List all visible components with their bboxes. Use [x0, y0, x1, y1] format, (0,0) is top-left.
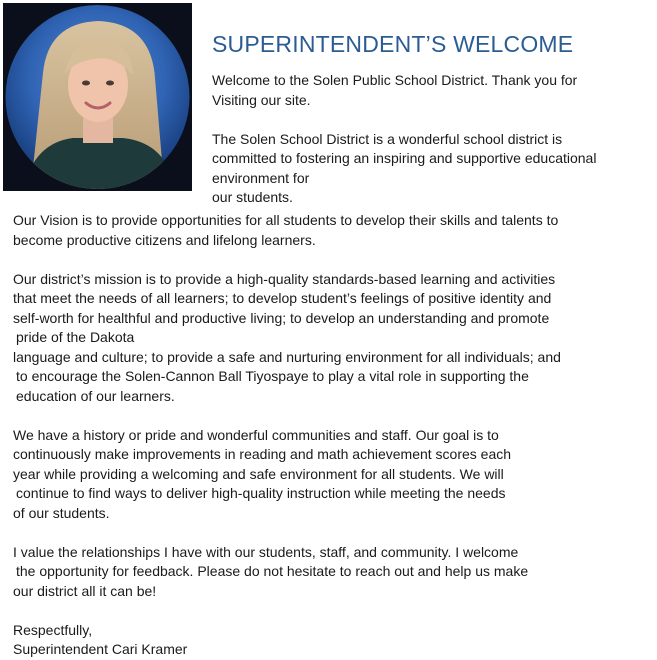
text-line: the opportunity for feedback. Please do not hesitate to reach out and help us make: [16, 563, 529, 579]
salutation: Respectfully,: [13, 621, 93, 638]
text-line: to encourage the Solen-Cannon Ball Tiyospaye to play a vital role in supporting the: [16, 368, 529, 384]
text-line: Visiting our site.: [212, 91, 311, 108]
goal-paragraph: [13, 426, 643, 524]
intro-section: [212, 71, 652, 227]
text-line: that meet the needs of all learners; to develop student’s feelings of positive identity and: [13, 290, 552, 306]
text-line: self-worth for healthful and productive living; to develop an understanding and promote: [13, 309, 550, 326]
vision-paragraph: [13, 211, 643, 250]
text-line: committed to fostering an inspiring and supportive educational: [212, 150, 597, 166]
text-line: language and culture; to provide a safe and nurturing environment for all individuals; and: [13, 348, 561, 365]
intro-paragraph-2: [212, 130, 652, 208]
closing: [13, 621, 643, 660]
text-line: education of our learners.: [16, 387, 175, 404]
text-line: continuously make improvements in reading and math achievement scores each: [13, 446, 512, 462]
mission-paragraph: [13, 270, 643, 407]
letter-body: [13, 211, 643, 660]
text-line: environment for: [212, 169, 310, 186]
superintendent-photo: [3, 3, 192, 191]
intro-paragraph-1: [212, 71, 652, 110]
text-line: We have a history or pride and wonderful communities and staff. Our goal is to: [13, 426, 499, 443]
text-line: of our students.: [13, 504, 110, 521]
text-line: The Solen School District is a wonderful school district is: [212, 130, 563, 147]
text-line: Welcome to the Solen Public School District. Thank you for: [212, 72, 578, 88]
page-title: SUPERINTENDENT’S WELCOME: [212, 31, 574, 57]
text-line: I value the relationships I have with our students, staff, and community. I welcome: [13, 543, 519, 560]
text-line: become productive citizens and lifelong learners.: [13, 231, 316, 248]
text-line: our district all it can be!: [13, 582, 157, 599]
text-line: Our district’s mission is to provide a high-quality standards-based learning and activities: [13, 270, 556, 287]
text-line: our students.: [212, 189, 293, 205]
text-line: pride of the Dakota: [16, 329, 135, 345]
text-line: year while providing a welcoming and safe environment for all students. We will: [13, 465, 504, 482]
signature: Superintendent Cari Kramer: [13, 641, 188, 657]
text-line: Our Vision is to provide opportunities for all students to develop their skills and talents to: [13, 212, 559, 228]
relationships-paragraph: [13, 543, 643, 602]
portrait-image: [3, 3, 192, 191]
text-line: continue to find ways to deliver high-quality instruction while meeting the needs: [16, 485, 506, 501]
